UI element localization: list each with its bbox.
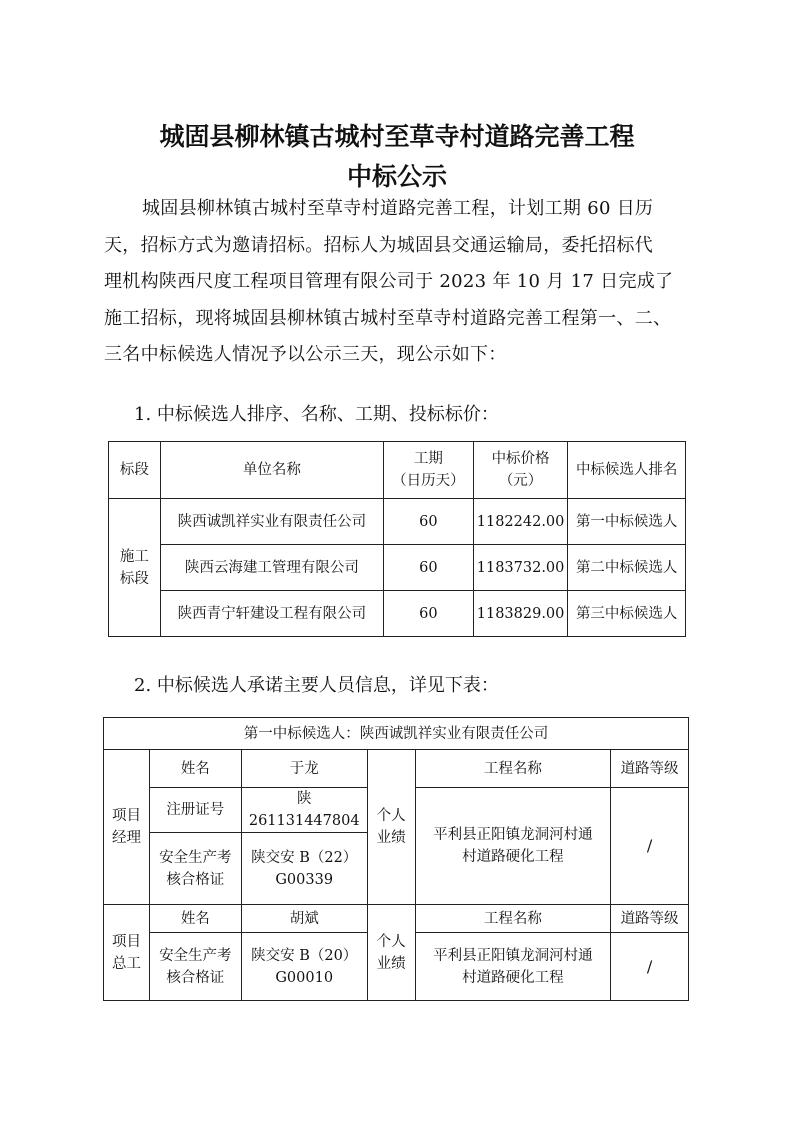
pm-reg-label: 注册证号 bbox=[149, 788, 241, 833]
pm-role bbox=[104, 750, 150, 905]
rank-cell: 第二中标候选人 bbox=[568, 545, 686, 591]
document-subtitle: 中标公示 bbox=[346, 162, 447, 191]
intro-line: 施工招标，现将城固县柳林镇古城村至草寺村道路完善工程第一、二、 bbox=[104, 307, 672, 329]
pm-performance-label bbox=[367, 750, 415, 905]
table-row bbox=[104, 750, 689, 788]
pm-name-label: 姓名 bbox=[149, 750, 241, 788]
pm-project-line1: 平利县正阳镇龙洞河村通 bbox=[433, 827, 593, 843]
pm-project-header: 工程名称 bbox=[415, 750, 611, 788]
table-row bbox=[109, 499, 686, 545]
pm-role-line2: 经理 bbox=[111, 830, 141, 846]
te-project-header: 工程名称 bbox=[415, 905, 611, 933]
table-row bbox=[109, 545, 686, 591]
company-cell: 陕西青宁轩建设工程有限公司 bbox=[160, 591, 383, 637]
te-safety-label bbox=[149, 933, 241, 1001]
table-caption-row bbox=[104, 718, 689, 750]
pm-name: 于龙 bbox=[241, 750, 367, 788]
header-company: 单位名称 bbox=[160, 442, 383, 499]
section-label-line1: 施工 bbox=[119, 548, 149, 565]
te-safety-value-line1: 陕交安 B（20） bbox=[251, 947, 358, 964]
te-role-line2: 总工 bbox=[111, 955, 141, 972]
period-cell: 60 bbox=[383, 545, 473, 591]
pm-grade: / bbox=[611, 788, 689, 905]
intro-line: 理机构陕西尺度工程项目管理有限公司于 2023 年 10 月 17 日完成了 bbox=[104, 271, 674, 292]
rank-cell: 第一中标候选人 bbox=[568, 499, 686, 545]
header-price-line2: （元） bbox=[498, 473, 543, 489]
te-grade: / bbox=[611, 933, 689, 1001]
te-safety-label-line1: 安全生产考 bbox=[159, 947, 232, 964]
pm-safety-value-line1: 陕交安 B（22） bbox=[251, 849, 358, 866]
te-project-line2: 村道路硬化工程 bbox=[462, 969, 564, 986]
pm-grade-header: 道路等级 bbox=[611, 750, 689, 788]
pm-role-line1: 项目 bbox=[111, 808, 141, 824]
pm-performance-line2: 业绩 bbox=[376, 830, 406, 846]
header-section: 标段 bbox=[109, 442, 161, 499]
price-cell: 1183732.00 bbox=[473, 545, 568, 591]
pm-safety-value bbox=[241, 833, 367, 905]
company-cell: 陕西云海建工管理有限公司 bbox=[160, 545, 383, 591]
price-cell: 1183829.00 bbox=[473, 591, 568, 637]
personnel-caption: 第一中标候选人：陕西诚凯祥实业有限责任公司 bbox=[104, 718, 689, 750]
te-role-line1: 项目 bbox=[111, 933, 141, 950]
te-grade-header: 道路等级 bbox=[611, 905, 689, 933]
section-label-line2: 标段 bbox=[119, 570, 149, 587]
section2-heading: 2. 中标候选人承诺主要人员信息，详见下表： bbox=[134, 675, 499, 696]
header-period-line1: 工期 bbox=[413, 451, 443, 467]
header-price-line1: 中标价格 bbox=[491, 451, 550, 467]
header-rank: 中标候选人排名 bbox=[568, 442, 686, 499]
pm-performance-line1: 个人 bbox=[376, 808, 406, 824]
section-label bbox=[109, 499, 161, 637]
pm-safety-value-line2: G00339 bbox=[275, 871, 334, 888]
candidates-table bbox=[108, 441, 686, 637]
pm-project-name bbox=[415, 788, 611, 905]
table-header-row bbox=[109, 442, 686, 499]
section1-heading: 1. 中标候选人排序、名称、工期、投标标价： bbox=[134, 404, 499, 425]
intro-line: 天，招标方式为邀请招标。招标人为城固县交通运输局，委托招标代 bbox=[104, 234, 653, 256]
intro-line: 三名中标候选人情况予以公示三天，现公示如下： bbox=[104, 344, 507, 365]
company-cell: 陕西诚凯祥实业有限责任公司 bbox=[160, 499, 383, 545]
document-title: 城固县柳林镇古城村至草寺村道路完善工程 bbox=[159, 122, 635, 151]
te-safety-value-line2: G00010 bbox=[275, 969, 334, 986]
te-performance-line2: 业绩 bbox=[376, 955, 406, 972]
pm-safety-label-line2: 核合格证 bbox=[166, 871, 225, 888]
price-cell: 1182242.00 bbox=[473, 499, 568, 545]
period-cell: 60 bbox=[383, 499, 473, 545]
te-performance-label bbox=[367, 905, 415, 1001]
table-row bbox=[104, 905, 689, 933]
table-row bbox=[109, 591, 686, 637]
period-cell: 60 bbox=[383, 591, 473, 637]
pm-safety-label bbox=[149, 833, 241, 905]
te-role bbox=[104, 905, 150, 1001]
te-safety-value bbox=[241, 933, 367, 1001]
pm-safety-label-line1: 安全生产考 bbox=[159, 849, 232, 866]
header-period bbox=[383, 442, 473, 499]
te-safety-label-line2: 核合格证 bbox=[166, 969, 225, 986]
te-project-name bbox=[415, 933, 611, 1001]
pm-project-line2: 村道路硬化工程 bbox=[462, 849, 564, 865]
te-name-label: 姓名 bbox=[149, 905, 241, 933]
header-price bbox=[473, 442, 568, 499]
te-project-line1: 平利县正阳镇龙洞河村通 bbox=[433, 947, 593, 964]
pm-reg-value: 陕 261131447804 bbox=[241, 788, 367, 833]
header-period-line2: （日历天） bbox=[392, 473, 465, 489]
rank-cell: 第三中标候选人 bbox=[568, 591, 686, 637]
personnel-table bbox=[103, 717, 689, 1001]
te-name: 胡斌 bbox=[241, 905, 367, 933]
intro-paragraph bbox=[104, 191, 694, 374]
intro-line: 城固县柳林镇古城村至草寺村道路完善工程，计划工期 60 日历 bbox=[142, 198, 654, 219]
te-performance-line1: 个人 bbox=[376, 933, 406, 950]
